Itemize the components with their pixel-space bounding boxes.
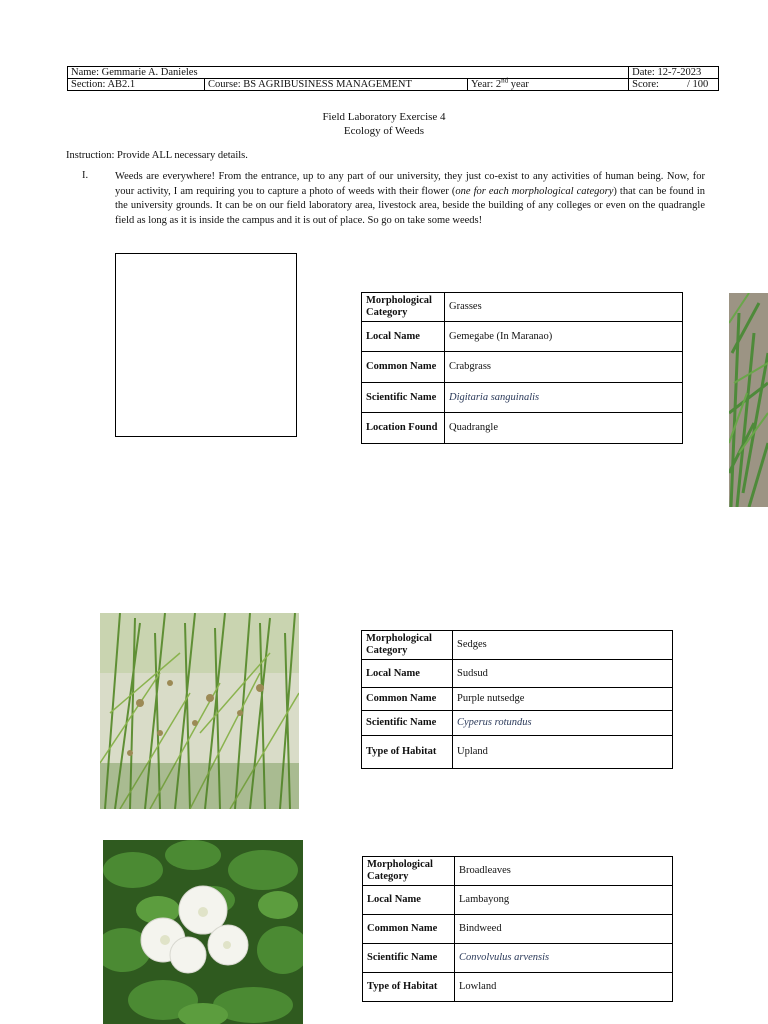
instruction-text: Instruction: Provide ALL necessary details. <box>66 150 248 161</box>
label-morphological-category: Morphological Category <box>363 857 455 886</box>
student-name: Name: Gemmarie A. Danieles <box>68 67 629 79</box>
label-scientific-name: Scientific Name <box>362 711 453 736</box>
score-cell: Score: / 100 <box>629 79 719 91</box>
label-type-of-habitat: Type of Habitat <box>363 973 455 1002</box>
item-paragraph: Weeds are everywhere! From the entrance, up to any part of our university, they just co-exist to any activities of human being. Now, for your activity, I am requiring you to capture a photo of weeds with their flower (one for each morphological category) that can be found in the university grounds. It can be on our field laboratory area, livestock area, beside the building of any colleges or even on the quadrangle field as long as it is inside the campus and it is out of place. So go on take some weeds! <box>115 171 705 226</box>
value-local-name: Sudsud <box>453 660 673 688</box>
label-local-name: Local Name <box>362 322 445 352</box>
crabgrass-photo <box>729 293 768 507</box>
label-local-name: Local Name <box>363 886 455 915</box>
value-scientific-name: Digitaria sanguinalis <box>445 383 683 413</box>
label-scientific-name: Scientific Name <box>362 383 445 413</box>
item-numeral: I. <box>82 170 89 181</box>
value-morphological-category: Sedges <box>453 631 673 660</box>
bindweed-photo <box>103 840 303 1024</box>
value-type-of-habitat: Lowland <box>455 973 673 1002</box>
label-morphological-category: Morphological Category <box>362 293 445 322</box>
value-common-name: Purple nutsedge <box>453 688 673 711</box>
broadleaves-info-table <box>362 856 673 1002</box>
student-info-table <box>67 66 719 91</box>
sedge-photo <box>100 613 299 809</box>
label-location-found: Location Found <box>362 413 445 444</box>
grasses-info-table <box>361 292 683 444</box>
label-common-name: Common Name <box>362 688 453 711</box>
date-cell: Date: 12-7-2023 <box>629 67 719 79</box>
sedges-info-table <box>361 630 673 769</box>
course-cell: Course: BS AGRIBUSINESS MANAGEMENT <box>205 79 468 91</box>
label-common-name: Common Name <box>363 915 455 944</box>
empty-photo-placeholder <box>115 253 297 437</box>
value-type-of-habitat: Upland <box>453 736 673 769</box>
year-cell: Year: 2nd year <box>468 79 629 91</box>
value-common-name: Crabgrass <box>445 352 683 383</box>
value-common-name: Bindweed <box>455 915 673 944</box>
label-morphological-category: Morphological Category <box>362 631 453 660</box>
value-scientific-name: Convolvulus arvensis <box>455 944 673 973</box>
value-scientific-name: Cyperus rotundus <box>453 711 673 736</box>
section-cell: Section: AB2.1 <box>68 79 205 91</box>
label-type-of-habitat: Type of Habitat <box>362 736 453 769</box>
value-location-found: Quadrangle <box>445 413 683 444</box>
exercise-subtitle: Ecology of Weeds <box>343 125 425 137</box>
label-scientific-name: Scientific Name <box>363 944 455 973</box>
value-morphological-category: Grasses <box>445 293 683 322</box>
label-local-name: Local Name <box>362 660 453 688</box>
value-local-name: Lambayong <box>455 886 673 915</box>
exercise-title: Field Laboratory Exercise 4 <box>322 111 446 123</box>
label-common-name: Common Name <box>362 352 445 383</box>
value-local-name: Gemegabe (In Maranao) <box>445 322 683 352</box>
value-morphological-category: Broadleaves <box>455 857 673 886</box>
